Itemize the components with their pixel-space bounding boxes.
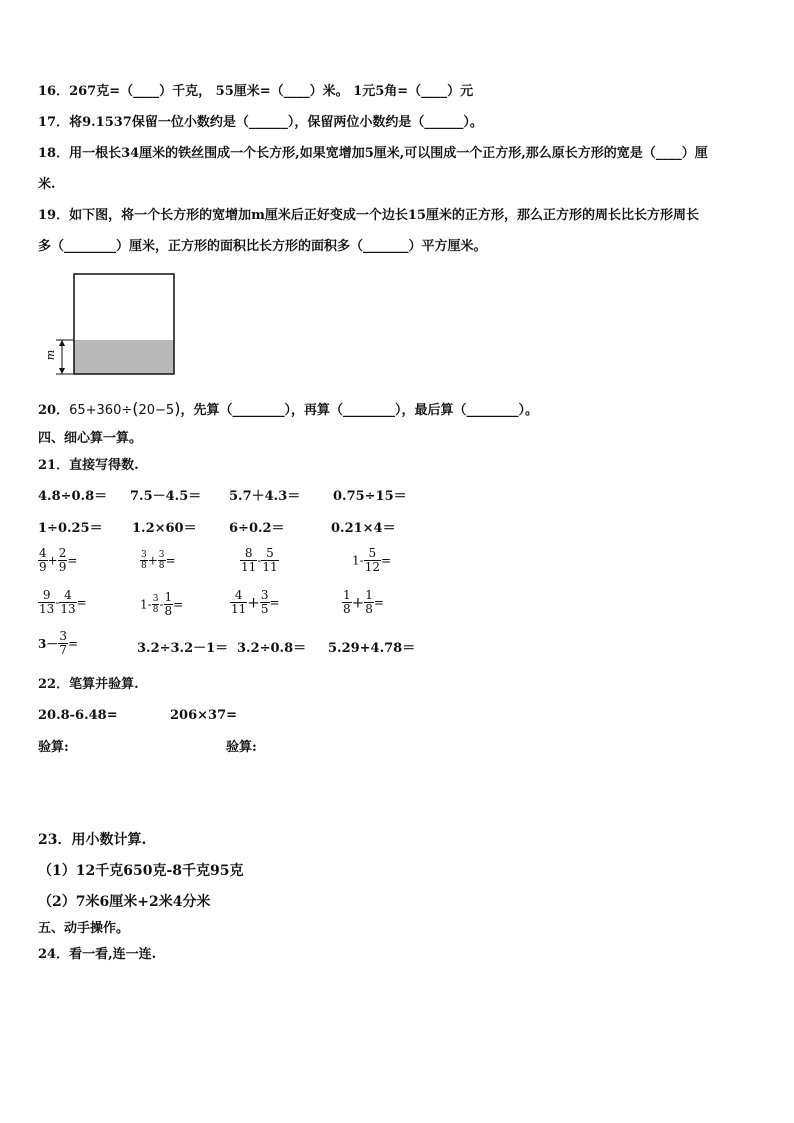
fraction: $\frac{3}{8}$ [158, 550, 165, 571]
written-calc-2: 206×37= [170, 708, 238, 723]
m-label: m [44, 349, 57, 361]
fraction-expr-g: $\frac{4}{11}$ + $\frac{3}{5}$ = [231, 588, 280, 616]
calc-r1-c4: 0.75÷15＝ [333, 489, 407, 504]
section-4-title: 四、细心算一算。 [38, 431, 143, 446]
question-21: 21．直接写得数. [38, 458, 139, 473]
question-20-rest: ，先算（________），再算（________），最后算（________）。 [180, 403, 538, 418]
fraction-expr-d: 1- $\frac{5}{12}$ = [352, 546, 392, 574]
fraction-expr-b: $\frac{3}{8}$ + $\frac{3}{8}$ = [141, 550, 176, 571]
fraction: $\frac{4}{9}$ [39, 546, 47, 574]
calc-r5-c4: 5.29+4.78＝ [328, 641, 416, 656]
expr-part-b: 20−5 [138, 403, 175, 418]
fraction: $\frac{2}{9}$ [58, 546, 67, 574]
calc-r1-c3: 5.7＋4.3＝ [229, 489, 301, 504]
fraction: $\frac{4}{11}$ [231, 588, 247, 616]
fraction: $\frac{1}{8}$ [164, 590, 173, 618]
question-16: 16．267克=（____）千克， 55厘米=（____）米。 1元5角=（____）元 [38, 84, 474, 99]
right-paren: ) [174, 399, 181, 418]
fraction: $\frac{5}{11}$ [262, 546, 278, 574]
question-19-line2: 多（________）厘米，正方形的面积比长方形的面积多（_______）平方厘米。 [38, 239, 487, 254]
question-20-number: 20． [38, 403, 70, 418]
calc-r5-c3: 3.2÷0.8＝ [237, 641, 307, 656]
fraction: $\frac{3}{5}$ [260, 588, 269, 616]
written-calc-1: 20.8-6.48= [38, 708, 118, 723]
fraction: $\frac{8}{11}$ [241, 546, 257, 574]
check-label-1: 验算: [38, 740, 69, 755]
question-20 [38, 400, 538, 420]
shaded-strip [74, 340, 174, 374]
calc-r1-c1: 4.8÷0.8＝ [38, 489, 108, 504]
calc-r2-c2: 1.2×60＝ [132, 521, 197, 536]
section-5-title: 五、动手操作。 [38, 921, 130, 936]
fraction-expr-c: $\frac{8}{11}$ - $\frac{5}{11}$ [241, 546, 278, 574]
check-label-2: 验算: [226, 740, 257, 755]
fraction-expr-e: $\frac{9}{13}$ - $\frac{4}{13}$ = [39, 588, 87, 616]
fraction: $\frac{5}{12}$ [364, 546, 380, 574]
fraction: $\frac{3}{7}$ [59, 629, 67, 657]
fraction-expr-h: $\frac{1}{8}$ + $\frac{1}{8}$ = [343, 588, 384, 616]
fraction: $\frac{3}{8}$ [141, 550, 147, 571]
question-23: 23．用小数计算. [38, 832, 147, 848]
fraction-expr-i: 3－ $\frac{3}{7}$ = [38, 629, 79, 657]
arrow-down-icon [59, 368, 65, 374]
question-17: 17．将9.1537保留一位小数约是（______），保留两位小数约是（______）。 [38, 115, 483, 130]
question-19-line1: 19．如下图，将一个长方形的宽增加m厘米后正好变成一个边长15厘米的正方形，那么正方形的周长比长方形周长 [38, 208, 699, 223]
question-23-part2: （2）7米6厘米+2米4分米 [38, 894, 211, 910]
calc-r2-c1: 1÷0.25＝ [38, 521, 103, 536]
arrow-up-icon [59, 340, 65, 346]
question-23-part1: （1）12千克650克-8千克95克 [38, 863, 244, 879]
rectangle-figure [40, 270, 180, 382]
fraction: $\frac{4}{13}$ [60, 588, 76, 616]
question-22: 22．笔算并验算. [38, 677, 139, 692]
fraction-expr-f: 1- $\frac{3}{8}$ - $\frac{1}{8}$ = [140, 590, 184, 618]
fraction: $\frac{1}{8}$ [365, 588, 373, 616]
left-paren: ( [132, 399, 139, 418]
fraction-expr-a: $\frac{4}{9}$ + $\frac{2}{9}$ = [39, 546, 78, 574]
calc-r1-c2: 7.5－4.5＝ [130, 489, 202, 504]
question-18-line1: 18．用一根长34厘米的铁丝围成一个长方形,如果宽增加5厘米,可以围成一个正方形,那么原长方形的宽是（____）厘 [38, 146, 708, 161]
expr-part-a: 65+360÷ [69, 403, 133, 418]
fraction: $\frac{3}{8}$ [152, 594, 159, 615]
calc-r5-c2: 3.2÷3.2－1＝ [137, 641, 229, 656]
question-24: 24．看一看,连一连. [38, 947, 157, 962]
fraction: $\frac{1}{8}$ [343, 588, 351, 616]
fraction: $\frac{9}{13}$ [39, 588, 55, 616]
question-18-line2: 米. [38, 177, 56, 192]
calc-r2-c3: 6÷0.2＝ [229, 521, 285, 536]
question-20-expression [69, 399, 181, 418]
calc-r2-c4: 0.21×4＝ [331, 521, 396, 536]
